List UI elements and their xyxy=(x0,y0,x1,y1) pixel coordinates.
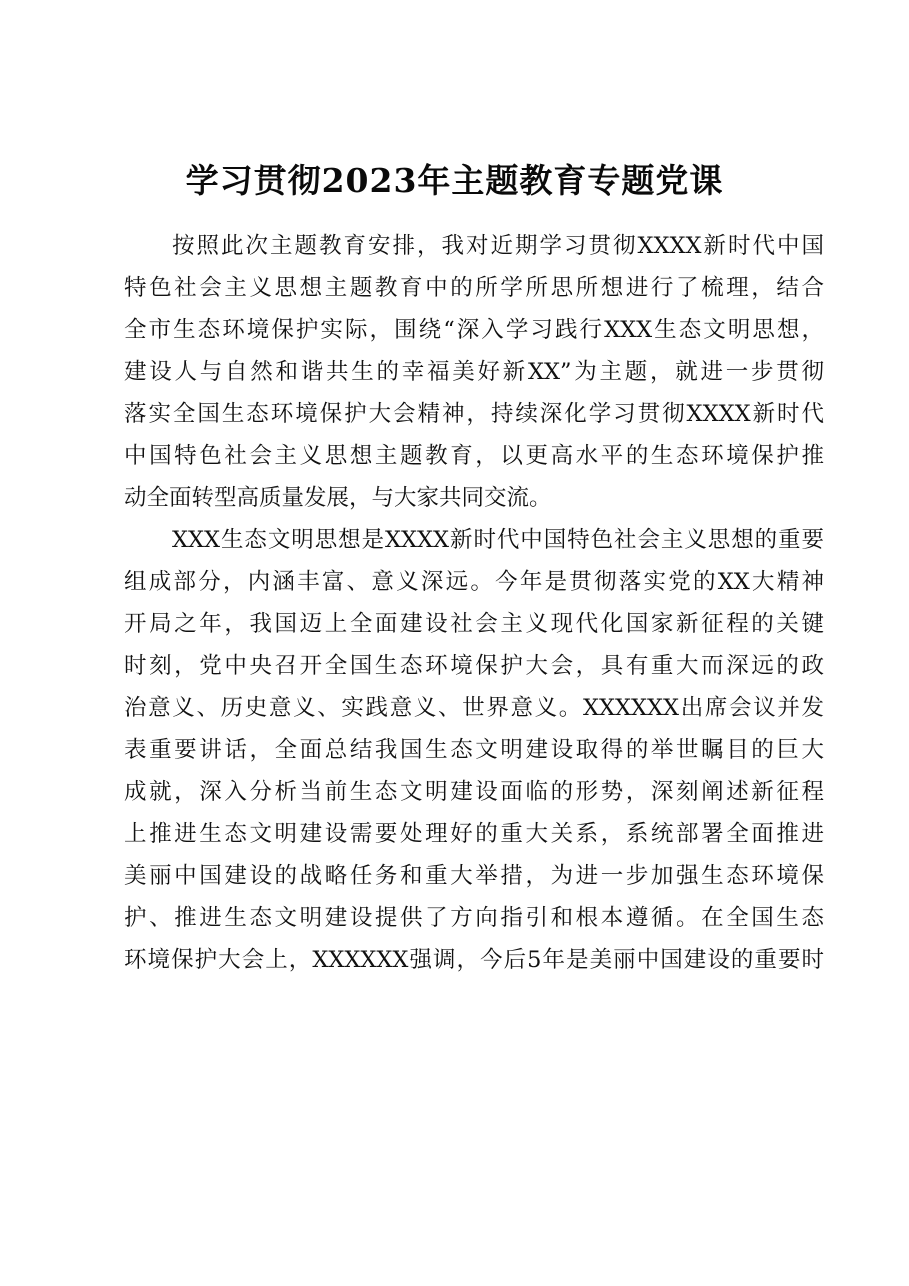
paragraph-line: 中国特色社会主义思想主题教育，以更高水平的生态环境保护推 xyxy=(124,443,824,469)
paragraph-line: XXX生态文明思想是XXXX新时代中国特色社会主义思想的重要 xyxy=(172,527,824,553)
paragraph-line: 动全面转型高质量发展，与大家共同交流。 xyxy=(124,485,552,511)
paragraph-line: 全市生态环境保护实际，围绕“深入学习践行XXX生态文明思想， xyxy=(124,317,824,343)
paragraph-line: 开局之年，我国迈上全面建设社会主义现代化国家新征程的关键 xyxy=(124,611,824,637)
paragraph-line: 组成部分，内涵丰富、意义深远。今年是贯彻落实党的XX大精神 xyxy=(124,569,824,595)
paragraph-line: 建设人与自然和谐共生的幸福美好新XX”为主题，就进一步贯彻 xyxy=(124,359,824,385)
paragraph-line: 按照此次主题教育安排，我对近期学习贯彻XXXX新时代中国 xyxy=(172,233,824,259)
document-body xyxy=(124,225,824,981)
paragraph-2 xyxy=(124,519,824,981)
paragraph-line: 表重要讲话，全面总结我国生态文明建设取得的举世瞩目的巨大 xyxy=(124,737,824,763)
paragraph-1 xyxy=(124,225,824,519)
paragraph-line: 特色社会主义思想主题教育中的所学所思所想进行了梳理，结合 xyxy=(124,275,824,301)
paragraph-line: 美丽中国建设的战略任务和重大举措，为进一步加强生态环境保 xyxy=(124,863,824,889)
paragraph-line: 护、推进生态文明建设提供了方向指引和根本遵循。在全国生态 xyxy=(124,905,824,931)
paragraph-line: 上推进生态文明建设需要处理好的重大关系，系统部署全面推进 xyxy=(124,821,824,847)
paragraph-line: 治意义、历史意义、实践意义、世界意义。XXXXXX出席会议并发 xyxy=(124,695,824,721)
paragraph-line: 成就，深入分析当前生态文明建设面临的形势，深刻阐述新征程 xyxy=(124,779,824,805)
paragraph-line: 环境保护大会上，XXXXXX强调，今后5年是美丽中国建设的重要时 xyxy=(124,947,824,973)
document-title: 学习贯彻2023年主题教育专题党课 xyxy=(185,161,724,200)
paragraph-line: 落实全国生态环境保护大会精神，持续深化学习贯彻XXXX新时代 xyxy=(124,401,824,427)
paragraph-line: 时刻，党中央召开全国生态环境保护大会，具有重大而深远的政 xyxy=(124,653,824,679)
